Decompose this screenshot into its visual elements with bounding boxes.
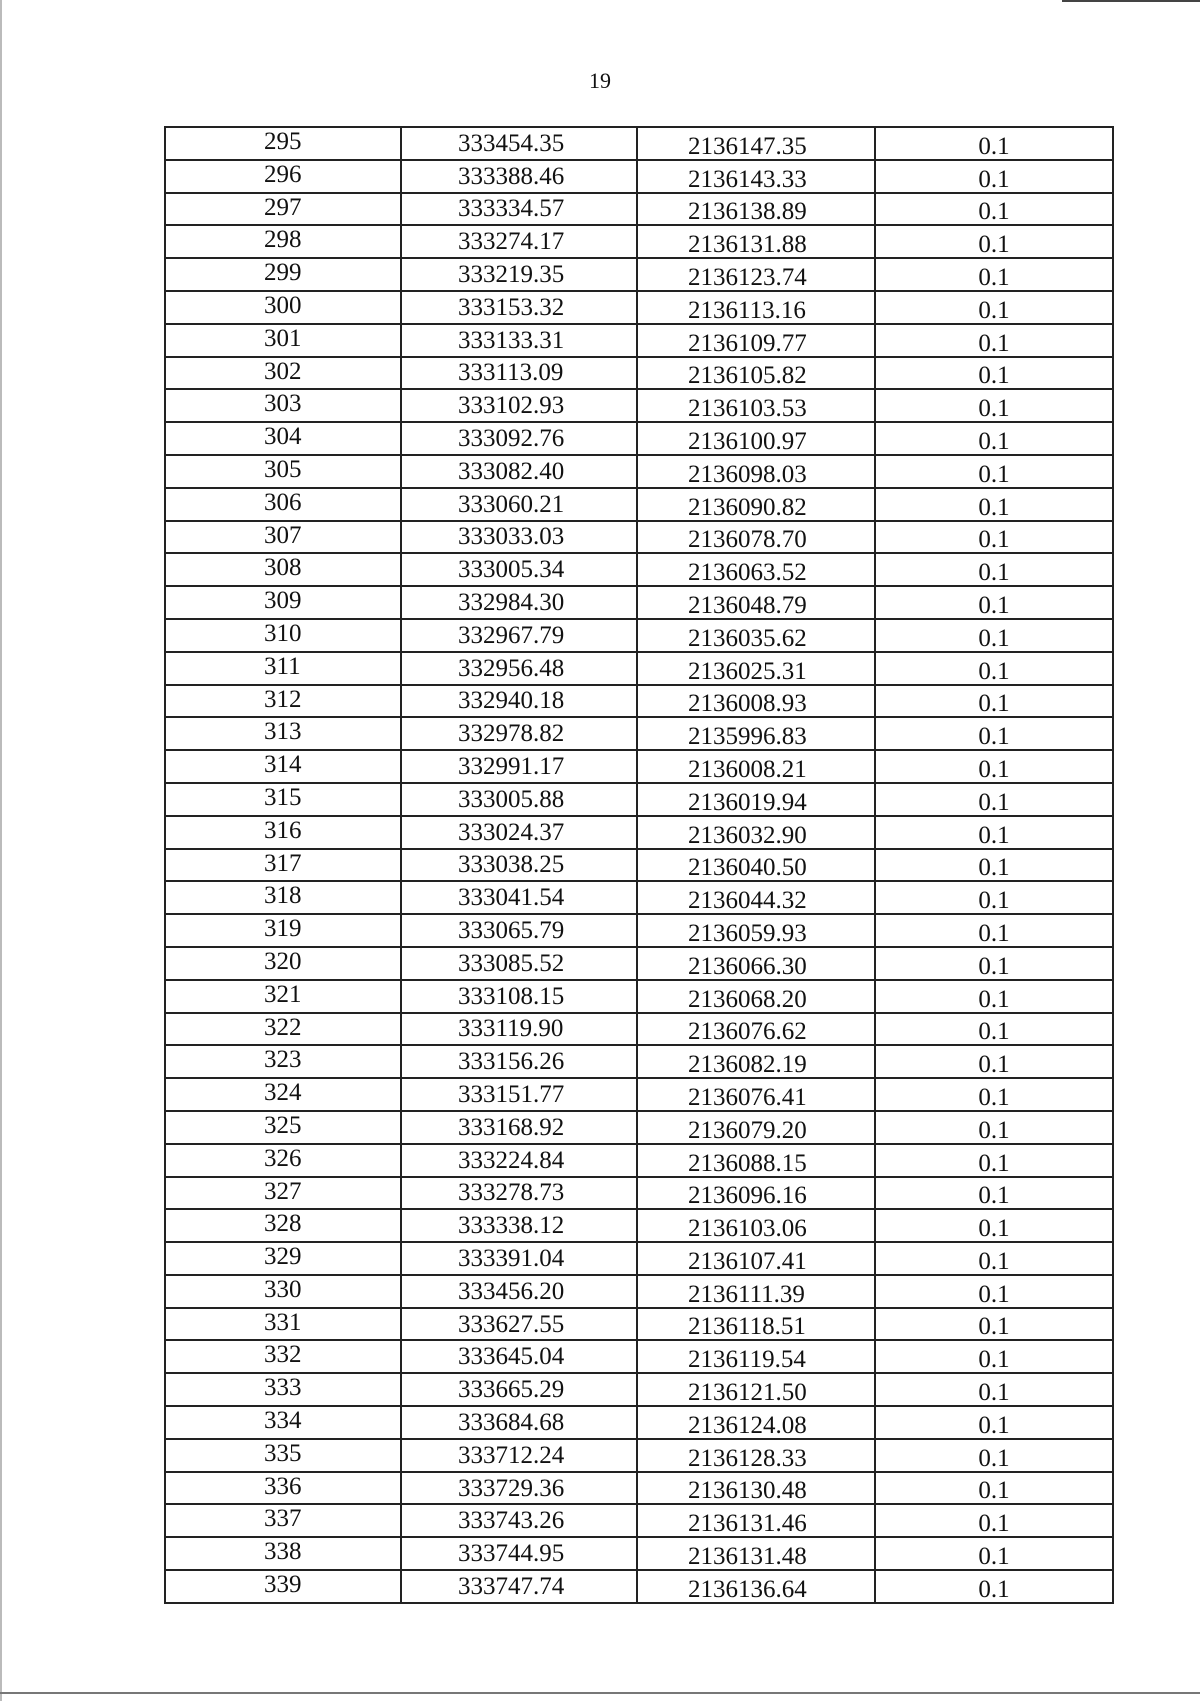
- tolerance-cell: 0.1: [875, 783, 1113, 816]
- x-coordinate-cell: 332956.48: [401, 652, 637, 685]
- scan-edge-left: [0, 0, 2, 1701]
- x-coordinate-cell: 333153.32: [401, 291, 637, 324]
- x-coordinate-cell: 333388.46: [401, 160, 637, 193]
- point-id-cell: 337: [165, 1504, 401, 1537]
- table-row: [165, 1504, 1113, 1537]
- x-coordinate-cell: 333224.84: [401, 1144, 637, 1177]
- tolerance-cell: 0.1: [875, 1177, 1113, 1210]
- x-coordinate-cell: 333456.20: [401, 1275, 637, 1308]
- tolerance-cell: 0.1: [875, 1242, 1113, 1275]
- table-row: [165, 1537, 1113, 1570]
- point-id-cell: 311: [165, 652, 401, 685]
- x-coordinate-cell: 333102.93: [401, 389, 637, 422]
- table-row: [165, 1111, 1113, 1144]
- table-row: [165, 389, 1113, 422]
- x-coordinate-cell: 333024.37: [401, 816, 637, 849]
- point-id-cell: 330: [165, 1275, 401, 1308]
- point-id-cell: 306: [165, 488, 401, 521]
- y-coordinate-cell: 2136103.06: [637, 1209, 875, 1242]
- y-coordinate-cell: 2136138.89: [637, 193, 875, 226]
- y-coordinate-cell: 2136059.93: [637, 914, 875, 947]
- x-coordinate-cell: 333665.29: [401, 1373, 637, 1406]
- table-row: [165, 586, 1113, 619]
- point-id-cell: 318: [165, 881, 401, 914]
- table-row: [165, 193, 1113, 226]
- y-coordinate-cell: 2136019.94: [637, 783, 875, 816]
- x-coordinate-cell: 333082.40: [401, 455, 637, 488]
- table-row: [165, 1406, 1113, 1439]
- table-row: [165, 1570, 1113, 1603]
- y-coordinate-cell: 2136121.50: [637, 1373, 875, 1406]
- x-coordinate-cell: 332978.82: [401, 717, 637, 750]
- point-id-cell: 310: [165, 619, 401, 652]
- table-row: [165, 1045, 1113, 1078]
- point-id-cell: 338: [165, 1537, 401, 1570]
- y-coordinate-cell: 2135996.83: [637, 717, 875, 750]
- point-id-cell: 317: [165, 849, 401, 882]
- point-id-cell: 308: [165, 553, 401, 586]
- tolerance-cell: 0.1: [875, 914, 1113, 947]
- x-coordinate-cell: 333743.26: [401, 1504, 637, 1537]
- tolerance-cell: 0.1: [875, 849, 1113, 882]
- tolerance-cell: 0.1: [875, 1504, 1113, 1537]
- y-coordinate-cell: 2136040.50: [637, 849, 875, 882]
- x-coordinate-cell: 333278.73: [401, 1177, 637, 1210]
- tolerance-cell: 0.1: [875, 1537, 1113, 1570]
- tolerance-cell: 0.1: [875, 193, 1113, 226]
- point-id-cell: 339: [165, 1570, 401, 1603]
- y-coordinate-cell: 2136113.16: [637, 291, 875, 324]
- table-row: [165, 553, 1113, 586]
- y-coordinate-cell: 2136098.03: [637, 455, 875, 488]
- point-id-cell: 307: [165, 521, 401, 554]
- tolerance-cell: 0.1: [875, 619, 1113, 652]
- y-coordinate-cell: 2136136.64: [637, 1570, 875, 1603]
- tolerance-cell: 0.1: [875, 586, 1113, 619]
- point-id-cell: 316: [165, 816, 401, 849]
- y-coordinate-cell: 2136025.31: [637, 652, 875, 685]
- table-row: [165, 225, 1113, 258]
- x-coordinate-cell: 333334.57: [401, 193, 637, 226]
- x-coordinate-cell: 333645.04: [401, 1340, 637, 1373]
- tolerance-cell: 0.1: [875, 160, 1113, 193]
- table-row: [165, 750, 1113, 783]
- table-row: [165, 980, 1113, 1013]
- y-coordinate-cell: 2136130.48: [637, 1472, 875, 1505]
- x-coordinate-cell: 333274.17: [401, 225, 637, 258]
- y-coordinate-cell: 2136035.62: [637, 619, 875, 652]
- point-id-cell: 323: [165, 1045, 401, 1078]
- x-coordinate-cell: 333219.35: [401, 258, 637, 291]
- table-row: [165, 258, 1113, 291]
- table-row: [165, 619, 1113, 652]
- table-row: [165, 324, 1113, 357]
- x-coordinate-cell: 333005.34: [401, 553, 637, 586]
- tolerance-cell: 0.1: [875, 947, 1113, 980]
- tolerance-cell: 0.1: [875, 1111, 1113, 1144]
- y-coordinate-cell: 2136123.74: [637, 258, 875, 291]
- scan-edge-bottom: [0, 1692, 1200, 1694]
- point-id-cell: 334: [165, 1406, 401, 1439]
- x-coordinate-cell: 333627.55: [401, 1308, 637, 1341]
- table-row: [165, 685, 1113, 718]
- table-row: [165, 521, 1113, 554]
- table-row: [165, 1439, 1113, 1472]
- x-coordinate-cell: 332967.79: [401, 619, 637, 652]
- y-coordinate-cell: 2136088.15: [637, 1144, 875, 1177]
- point-id-cell: 320: [165, 947, 401, 980]
- table-row: [165, 1209, 1113, 1242]
- x-coordinate-cell: 332991.17: [401, 750, 637, 783]
- point-id-cell: 331: [165, 1308, 401, 1341]
- tolerance-cell: 0.1: [875, 488, 1113, 521]
- table-row: [165, 1242, 1113, 1275]
- tolerance-cell: 0.1: [875, 1209, 1113, 1242]
- point-id-cell: 300: [165, 291, 401, 324]
- y-coordinate-cell: 2136066.30: [637, 947, 875, 980]
- point-id-cell: 303: [165, 389, 401, 422]
- tolerance-cell: 0.1: [875, 422, 1113, 455]
- table-row: [165, 1013, 1113, 1046]
- point-id-cell: 298: [165, 225, 401, 258]
- point-id-cell: 321: [165, 980, 401, 1013]
- y-coordinate-cell: 2136111.39: [637, 1275, 875, 1308]
- y-coordinate-cell: 2136103.53: [637, 389, 875, 422]
- y-coordinate-cell: 2136118.51: [637, 1308, 875, 1341]
- point-id-cell: 332: [165, 1340, 401, 1373]
- page-number: 19: [589, 68, 611, 93]
- point-id-cell: 313: [165, 717, 401, 750]
- y-coordinate-cell: 2136147.35: [637, 127, 875, 160]
- y-coordinate-cell: 2136109.77: [637, 324, 875, 357]
- y-coordinate-cell: 2136082.19: [637, 1045, 875, 1078]
- point-id-cell: 328: [165, 1209, 401, 1242]
- point-id-cell: 297: [165, 193, 401, 226]
- table-row: [165, 849, 1113, 882]
- x-coordinate-cell: 333092.76: [401, 422, 637, 455]
- x-coordinate-cell: 333119.90: [401, 1013, 637, 1046]
- table-row: [165, 422, 1113, 455]
- point-id-cell: 335: [165, 1439, 401, 1472]
- table-row: [165, 1472, 1113, 1505]
- point-id-cell: 309: [165, 586, 401, 619]
- table-row: [165, 947, 1113, 980]
- point-id-cell: 336: [165, 1472, 401, 1505]
- x-coordinate-cell: 333156.26: [401, 1045, 637, 1078]
- point-id-cell: 299: [165, 258, 401, 291]
- y-coordinate-cell: 2136044.32: [637, 881, 875, 914]
- table-row: [165, 1308, 1113, 1341]
- tolerance-cell: 0.1: [875, 258, 1113, 291]
- x-coordinate-cell: 333085.52: [401, 947, 637, 980]
- table-row: [165, 357, 1113, 390]
- table-row: [165, 455, 1113, 488]
- y-coordinate-cell: 2136124.08: [637, 1406, 875, 1439]
- x-coordinate-cell: 333744.95: [401, 1537, 637, 1570]
- point-id-cell: 329: [165, 1242, 401, 1275]
- tolerance-cell: 0.1: [875, 127, 1113, 160]
- table-row: [165, 1078, 1113, 1111]
- x-coordinate-cell: 333033.03: [401, 521, 637, 554]
- tolerance-cell: 0.1: [875, 1340, 1113, 1373]
- point-id-cell: 324: [165, 1078, 401, 1111]
- table-row: [165, 1177, 1113, 1210]
- y-coordinate-cell: 2136078.70: [637, 521, 875, 554]
- x-coordinate-cell: 333391.04: [401, 1242, 637, 1275]
- y-coordinate-cell: 2136068.20: [637, 980, 875, 1013]
- tolerance-cell: 0.1: [875, 1373, 1113, 1406]
- table-row: [165, 1144, 1113, 1177]
- point-id-cell: 327: [165, 1177, 401, 1210]
- x-coordinate-cell: 333747.74: [401, 1570, 637, 1603]
- tolerance-cell: 0.1: [875, 881, 1113, 914]
- tolerance-cell: 0.1: [875, 1570, 1113, 1603]
- point-id-cell: 325: [165, 1111, 401, 1144]
- tolerance-cell: 0.1: [875, 1013, 1113, 1046]
- y-coordinate-cell: 2136131.88: [637, 225, 875, 258]
- x-coordinate-cell: 333133.31: [401, 324, 637, 357]
- tolerance-cell: 0.1: [875, 225, 1113, 258]
- point-id-cell: 295: [165, 127, 401, 160]
- tolerance-cell: 0.1: [875, 357, 1113, 390]
- point-id-cell: 333: [165, 1373, 401, 1406]
- y-coordinate-cell: 2136131.46: [637, 1504, 875, 1537]
- tolerance-cell: 0.1: [875, 1308, 1113, 1341]
- table-row: [165, 783, 1113, 816]
- x-coordinate-cell: 333065.79: [401, 914, 637, 947]
- y-coordinate-cell: 2136096.16: [637, 1177, 875, 1210]
- x-coordinate-cell: 332940.18: [401, 685, 637, 718]
- table-row: [165, 160, 1113, 193]
- x-coordinate-cell: 333338.12: [401, 1209, 637, 1242]
- x-coordinate-cell: 333113.09: [401, 357, 637, 390]
- coordinate-table-body: [165, 127, 1113, 1603]
- table-row: [165, 652, 1113, 685]
- x-coordinate-cell: 333151.77: [401, 1078, 637, 1111]
- y-coordinate-cell: 2136076.41: [637, 1078, 875, 1111]
- x-coordinate-cell: 333729.36: [401, 1472, 637, 1505]
- tolerance-cell: 0.1: [875, 1406, 1113, 1439]
- y-coordinate-cell: 2136105.82: [637, 357, 875, 390]
- x-coordinate-cell: 333060.21: [401, 488, 637, 521]
- x-coordinate-cell: 333168.92: [401, 1111, 637, 1144]
- y-coordinate-cell: 2136063.52: [637, 553, 875, 586]
- x-coordinate-cell: 333454.35: [401, 127, 637, 160]
- tolerance-cell: 0.1: [875, 1275, 1113, 1308]
- y-coordinate-cell: 2136119.54: [637, 1340, 875, 1373]
- point-id-cell: 302: [165, 357, 401, 390]
- y-coordinate-cell: 2136032.90: [637, 816, 875, 849]
- table-row: [165, 1275, 1113, 1308]
- tolerance-cell: 0.1: [875, 980, 1113, 1013]
- table-row: [165, 127, 1113, 160]
- tolerance-cell: 0.1: [875, 1472, 1113, 1505]
- y-coordinate-cell: 2136008.93: [637, 685, 875, 718]
- point-id-cell: 314: [165, 750, 401, 783]
- tolerance-cell: 0.1: [875, 1045, 1113, 1078]
- y-coordinate-cell: 2136107.41: [637, 1242, 875, 1275]
- tolerance-cell: 0.1: [875, 324, 1113, 357]
- tolerance-cell: 0.1: [875, 685, 1113, 718]
- table-row: [165, 717, 1113, 750]
- y-coordinate-cell: 2136100.97: [637, 422, 875, 455]
- point-id-cell: 319: [165, 914, 401, 947]
- tolerance-cell: 0.1: [875, 1439, 1113, 1472]
- y-coordinate-cell: 2136128.33: [637, 1439, 875, 1472]
- tolerance-cell: 0.1: [875, 455, 1113, 488]
- table-row: [165, 1373, 1113, 1406]
- point-id-cell: 315: [165, 783, 401, 816]
- point-id-cell: 296: [165, 160, 401, 193]
- tolerance-cell: 0.1: [875, 1144, 1113, 1177]
- scan-edge-top: [1062, 0, 1200, 2]
- y-coordinate-cell: 2136090.82: [637, 488, 875, 521]
- coordinate-table: [164, 126, 1114, 1604]
- table-row: [165, 816, 1113, 849]
- y-coordinate-cell: 2136143.33: [637, 160, 875, 193]
- table-row: [165, 881, 1113, 914]
- table-row: [165, 914, 1113, 947]
- tolerance-cell: 0.1: [875, 1078, 1113, 1111]
- x-coordinate-cell: 333041.54: [401, 881, 637, 914]
- tolerance-cell: 0.1: [875, 750, 1113, 783]
- x-coordinate-cell: 333108.15: [401, 980, 637, 1013]
- tolerance-cell: 0.1: [875, 652, 1113, 685]
- point-id-cell: 312: [165, 685, 401, 718]
- tolerance-cell: 0.1: [875, 816, 1113, 849]
- y-coordinate-cell: 2136131.48: [637, 1537, 875, 1570]
- table-row: [165, 488, 1113, 521]
- x-coordinate-cell: 333684.68: [401, 1406, 637, 1439]
- tolerance-cell: 0.1: [875, 389, 1113, 422]
- point-id-cell: 305: [165, 455, 401, 488]
- tolerance-cell: 0.1: [875, 717, 1113, 750]
- y-coordinate-cell: 2136079.20: [637, 1111, 875, 1144]
- y-coordinate-cell: 2136076.62: [637, 1013, 875, 1046]
- table-row: [165, 1340, 1113, 1373]
- x-coordinate-cell: 333712.24: [401, 1439, 637, 1472]
- table-row: [165, 291, 1113, 324]
- tolerance-cell: 0.1: [875, 521, 1113, 554]
- y-coordinate-cell: 2136008.21: [637, 750, 875, 783]
- y-coordinate-cell: 2136048.79: [637, 586, 875, 619]
- point-id-cell: 304: [165, 422, 401, 455]
- x-coordinate-cell: 333038.25: [401, 849, 637, 882]
- point-id-cell: 322: [165, 1013, 401, 1046]
- tolerance-cell: 0.1: [875, 553, 1113, 586]
- x-coordinate-cell: 333005.88: [401, 783, 637, 816]
- point-id-cell: 326: [165, 1144, 401, 1177]
- point-id-cell: 301: [165, 324, 401, 357]
- x-coordinate-cell: 332984.30: [401, 586, 637, 619]
- tolerance-cell: 0.1: [875, 291, 1113, 324]
